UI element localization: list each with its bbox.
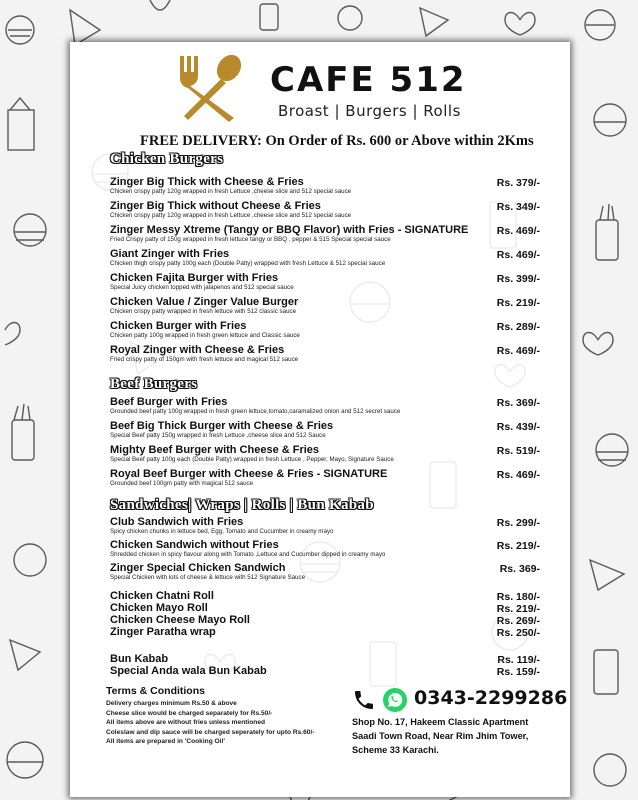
terms-line: Delivery charges minimum Rs.50 & above xyxy=(106,700,237,707)
item-name: Zinger Paratha wrap xyxy=(110,626,216,638)
item-name: Chicken Fajita Burger with Fries xyxy=(110,272,279,284)
item-price: Rs. 269/- xyxy=(496,615,540,627)
item-price: Rs. 469/- xyxy=(496,225,540,237)
item-name: Zinger Special Chicken Sandwich xyxy=(110,562,286,574)
item-price: Rs. 219/- xyxy=(496,540,540,552)
item-price: Rs. 399/- xyxy=(496,273,540,285)
terms-title: Terms & Conditions xyxy=(106,685,205,697)
item-price: Rs. 219/- xyxy=(496,297,540,309)
terms-line: Coleslaw and dip sauce will be charged seperately for upto Rs.60/- xyxy=(106,728,315,736)
item-name: Zinger Big Thick with Cheese & Fries xyxy=(110,176,304,188)
menu-item xyxy=(110,200,540,220)
brand-tagline: Broast | Burgers | Rolls xyxy=(278,102,461,120)
item-description: Grounded beef patty 100g wrapped in fresh green lettuce,tomato,caramalized onion and 512 secret sauce xyxy=(110,408,401,415)
item-description: Special Juicy chicken topped with jalapenos and 512 special sauce xyxy=(110,284,294,291)
item-description: Shredded chicken in spicy flavour along with Tomato ,Lettuce and Cucumber dipped in creamy mayo xyxy=(110,551,386,558)
item-name: Mighty Beef Burger with Cheese & Fries xyxy=(110,444,320,456)
menu-item xyxy=(110,224,540,244)
item-name: Chicken Value / Zinger Value Burger xyxy=(110,296,299,308)
item-price: Rs. 519/- xyxy=(496,445,540,457)
terms-and-conditions xyxy=(106,685,346,747)
menu-item xyxy=(110,468,540,488)
item-price: Rs. 180/- xyxy=(496,591,540,603)
item-description: Chicken crispy patty 120g wrapped in fresh Lettuce ,cheese slice and 512 special sauce xyxy=(110,212,352,219)
item-description: Chicken thigh crispy patty 100g each (Double Patty) wrapped with fresh Lettuce & 512 special sauce xyxy=(110,260,386,267)
address-line: Saadi Town Road, Near Rim Jhim Tower, xyxy=(352,731,529,741)
item-description: Special Chicken with lots of cheese & lettuce with 512 Signature Sauce xyxy=(110,574,306,581)
item-description: Special Beef patty 150g wrapped in fresh Lettuce ,cheese slice and 512 Sauce xyxy=(110,432,326,439)
item-price: Rs. 369- xyxy=(499,563,540,575)
item-price: Rs. 379/- xyxy=(496,177,540,189)
item-description: Fried Crispy patty of 150g wrapped in fresh lettuce tangy or BBQ , pepper & 515 Special special sauce xyxy=(110,236,391,243)
item-description: Spicy chicken chunks in lettuce bed, Egg, Tomato and Cucumber in creamy mayo xyxy=(110,528,334,535)
menu-item xyxy=(110,539,540,559)
section-title-chicken-burgers: Chicken Burgers xyxy=(110,151,224,167)
menu-item xyxy=(110,562,540,582)
item-name: Club Sandwich with Fries xyxy=(110,516,244,528)
menu-item xyxy=(110,344,540,364)
item-price: Rs. 369/- xyxy=(496,397,540,409)
menu-item xyxy=(110,602,540,614)
phone-row xyxy=(352,685,568,715)
item-price: Rs. 250/- xyxy=(496,627,540,639)
item-description: Special Beef patty 100g each (Double Patty) wrapped in fresh Lettuce , Pepper, Mayo, Signature Sauce xyxy=(110,456,394,463)
phone-number[interactable]: 0343-2299286 xyxy=(414,687,568,709)
terms-line: Cheese slice would be charged separately for Rs.50/- xyxy=(106,709,273,717)
address-line: Scheme 33 Karachi. xyxy=(352,745,439,755)
menu-card xyxy=(70,42,570,797)
phone-icon xyxy=(352,688,376,712)
item-price: Rs. 119/- xyxy=(497,654,540,666)
menu-item xyxy=(110,665,540,677)
item-name: Zinger Messy Xtreme (Tangy or BBQ Flavor) with Fries - SIGNATURE xyxy=(110,224,469,236)
free-delivery-banner: FREE DELIVERY: On Order of Rs. 600 or Above within 2Kms xyxy=(140,133,534,149)
contact-block xyxy=(352,685,568,757)
item-price: Rs. 439/- xyxy=(496,421,540,433)
item-name: Royal Beef Burger with Cheese & Fries - SIGNATURE xyxy=(110,468,388,480)
menu-item xyxy=(110,272,540,292)
terms-line: All items above are without fries unless mentioned xyxy=(106,719,266,727)
item-description: Chicken patty 100g wrapped in fresh green lettuce and Classic sauce xyxy=(110,332,300,339)
item-price: Rs. 469/- xyxy=(496,469,540,481)
address-line: Shop No. 17, Hakeem Classic Apartment xyxy=(352,717,529,727)
item-price: Rs. 469/- xyxy=(496,345,540,357)
menu-item xyxy=(110,296,540,316)
section-title-beef-burgers: Beef Burgers xyxy=(110,376,198,392)
item-price: Rs. 469/- xyxy=(496,249,540,261)
item-name: Special Anda wala Bun Kabab xyxy=(110,665,267,677)
menu-item xyxy=(110,653,540,665)
menu-item xyxy=(110,516,540,536)
brand-name: CAFE 512 xyxy=(270,60,467,100)
menu-item xyxy=(110,396,540,416)
item-description: Grounded beef 100gm patty with magical 512 sauce xyxy=(110,480,254,487)
item-price: Rs. 299/- xyxy=(496,517,540,529)
menu-item xyxy=(110,176,540,196)
item-description: Chicken crispy patty wrapped in fresh lettuce with 512 classic sauce xyxy=(110,308,297,315)
section-title-sandwiches: Sandwiches| Wraps | Rolls | Bun Kabab xyxy=(110,497,374,513)
item-price: Rs. 289/- xyxy=(496,321,540,333)
menu-item xyxy=(110,248,540,268)
item-name: Beef Big Thick Burger with Cheese & Fries xyxy=(110,420,334,432)
whatsapp-icon xyxy=(382,687,408,713)
menu-item xyxy=(110,614,540,626)
item-description: Chicken crispy patty 120g wrapped in fresh Lettuce ,cheese slice and 512 special sauce xyxy=(110,188,352,195)
menu-item xyxy=(110,590,540,602)
item-name: Beef Burger with Fries xyxy=(110,396,228,408)
menu-item xyxy=(110,444,540,464)
menu-item xyxy=(110,420,540,440)
item-price: Rs. 219/- xyxy=(496,603,540,615)
item-price: Rs. 349/- xyxy=(496,201,540,213)
menu-item xyxy=(110,626,540,638)
fork-spoon-logo-icon xyxy=(174,52,246,122)
item-description: Fried crispy patty of 150gm with fresh lettuce and magical 512 sauce xyxy=(110,356,299,363)
item-name: Royal Zinger with Cheese & Fries xyxy=(110,344,285,356)
item-name: Chicken Cheese Mayo Roll xyxy=(110,614,250,626)
item-name: Zinger Big Thick without Cheese & Fries xyxy=(110,200,321,212)
item-name: Chicken Chatni Roll xyxy=(110,590,214,602)
item-name: Giant Zinger with Fries xyxy=(110,248,230,260)
terms-line: All items are prepared in 'Cooking Oil' xyxy=(106,738,225,746)
item-name: Bun Kabab xyxy=(110,653,169,665)
item-name: Chicken Sandwich without Fries xyxy=(110,539,279,551)
item-price: Rs. 159/- xyxy=(496,666,540,678)
item-name: Chicken Mayo Roll xyxy=(110,602,208,614)
menu-item xyxy=(110,320,540,340)
item-name: Chicken Burger with Fries xyxy=(110,320,247,332)
